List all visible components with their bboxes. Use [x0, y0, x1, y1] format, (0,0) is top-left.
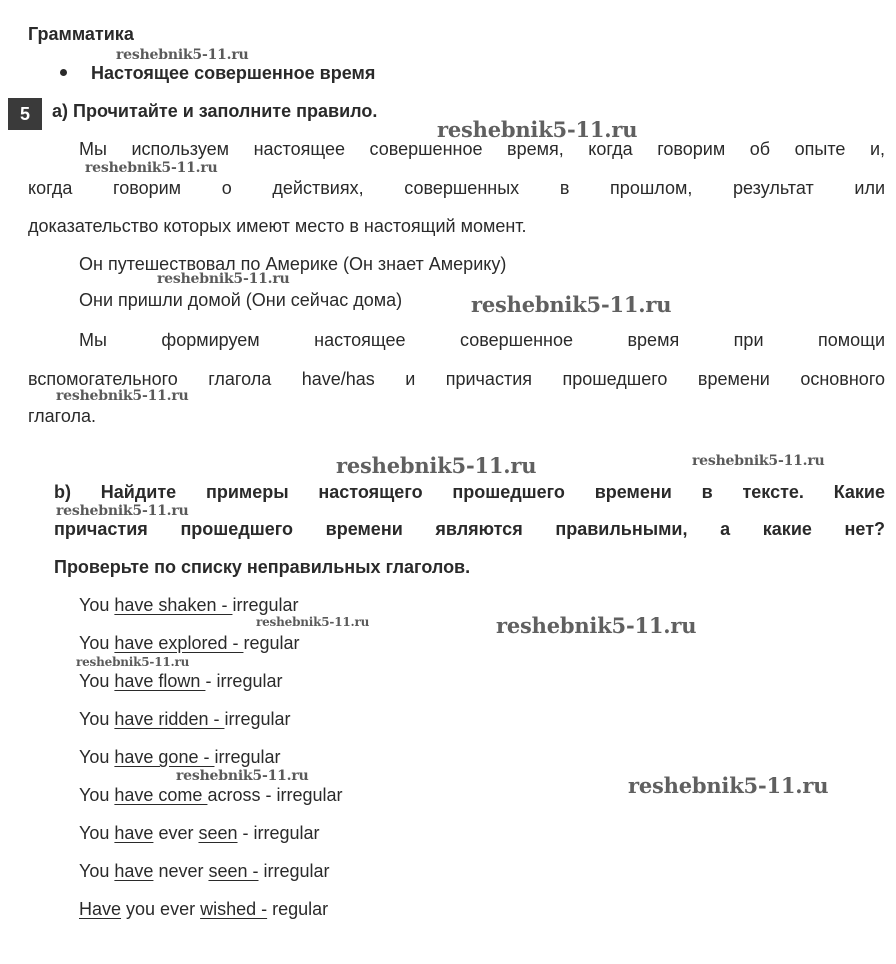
answer-line: You have flown - irregular — [79, 671, 283, 691]
grammar-topic — [60, 63, 375, 84]
watermark: reshebnik5-11.ru — [437, 117, 638, 142]
answer-line: You have never seen - irregular — [79, 861, 330, 881]
watermark: reshebnik5-11.ru — [76, 655, 190, 669]
watermark: reshebnik5-11.ru — [56, 388, 189, 404]
watermark: reshebnik5-11.ru — [56, 503, 189, 519]
formation-line-3: глагола. — [28, 406, 96, 426]
verb-phrase: have — [114, 861, 154, 881]
task-a-instruction: a) Прочитайте и заполните правило. — [52, 101, 378, 121]
task-b-line-3: Проверьте по списку неправильных глаголов. — [54, 557, 471, 577]
verb-phrase: have flown — [114, 671, 206, 691]
watermark: reshebnik5-11.ru — [692, 453, 825, 469]
verb-phrase: Have — [79, 899, 122, 919]
watermark: reshebnik5-11.ru — [85, 160, 218, 176]
watermark: reshebnik5-11.ru — [116, 47, 249, 63]
watermark: reshebnik5-11.ru — [336, 453, 537, 478]
rule-line-2: когда говорим о действиях, совершенных в прошлом, результат или — [28, 178, 885, 198]
task-b-line-1: b) Найдите примеры настоящего прошедшего времени в тексте. Какие — [54, 482, 885, 502]
verb-phrase: have shaken - — [114, 595, 233, 615]
verb-phrase: have gone - — [114, 747, 215, 767]
verb-phrase: seen — [198, 823, 238, 843]
watermark: reshebnik5-11.ru — [256, 615, 370, 629]
verb-phrase: have come — [114, 785, 208, 805]
exercise-number-badge: 5 — [8, 98, 42, 130]
verb-phrase: seen - — [208, 861, 259, 881]
verb-phrase: have — [114, 823, 154, 843]
verb-phrase: have ridden - — [114, 709, 225, 729]
bullet-icon — [60, 69, 67, 76]
section-title: Грамматика — [28, 24, 134, 44]
answer-line: You have come across - irregular — [79, 785, 343, 805]
answer-line: You have shaken - irregular — [79, 595, 299, 615]
grammar-topic-label: Настоящее совершенное время — [91, 63, 376, 83]
answer-line: You have ever seen - irregular — [79, 823, 320, 843]
rule-line-1: Мы используем настоящее совершенное время, когда говорим об опыте и, — [79, 139, 885, 159]
formation-line-2: вспомогательного глагола have/has и причастия прошедшего времени основного — [28, 369, 885, 389]
watermark: reshebnik5-11.ru — [496, 613, 697, 638]
formation-line-1: Мы формируем настоящее совершенное время при помощи — [79, 330, 885, 350]
answer-line: You have ridden - irregular — [79, 709, 291, 729]
watermark: reshebnik5-11.ru — [157, 271, 290, 287]
example-ru-2: Они пришли домой (Они сейчас дома) — [79, 290, 403, 310]
task-b-line-2: причастия прошедшего времени являются правильными, а какие нет? — [54, 519, 885, 539]
watermark: reshebnik5-11.ru — [471, 292, 672, 317]
example-ru-1: Он путешествовал по Америке (Он знает Америку) — [79, 254, 507, 274]
answer-line: You have explored - regular — [79, 633, 300, 653]
answer-line: Have you ever wished - regular — [79, 899, 329, 919]
rule-line-3: доказательство которых имеют место в настоящий момент. — [28, 216, 527, 236]
watermark: reshebnik5-11.ru — [628, 773, 829, 798]
verb-phrase: have explored - — [114, 633, 244, 653]
answer-line: You have gone - irregular — [79, 747, 281, 767]
verb-phrase: wished - — [200, 899, 268, 919]
watermark: reshebnik5-11.ru — [176, 768, 309, 784]
